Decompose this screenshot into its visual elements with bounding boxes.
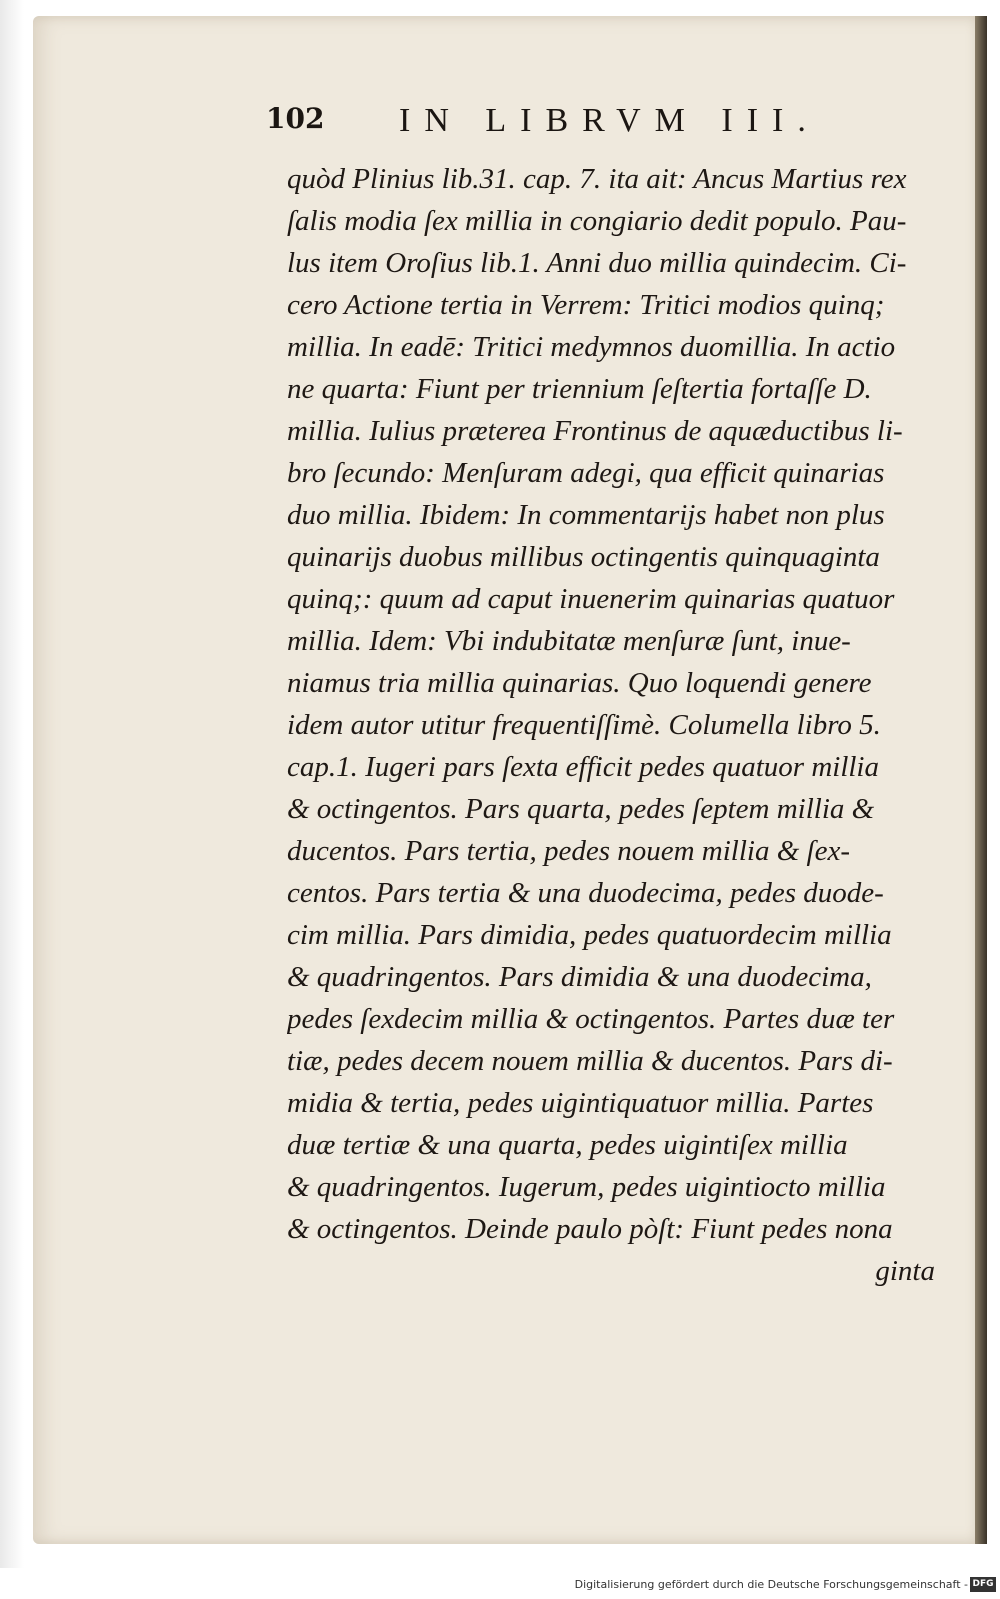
page-number: 102 — [266, 102, 325, 135]
text-line: quinarijs duobus millibus octingentis quinquaginta — [287, 541, 880, 573]
text-line: centos. Pars tertia & una duodecima, pedes duode- — [287, 877, 884, 909]
text-line: & quadringentos. Iugerum, pedes uigintiocto millia — [287, 1171, 886, 1203]
text-line: & quadringentos. Pars dimidia & una duodecima, — [287, 961, 872, 993]
gutter-shadow — [0, 0, 24, 1568]
text-line: midia & tertia, pedes uigintiquatuor millia. Partes — [287, 1087, 874, 1119]
text-line: lus item Oroſius lib.1. Anni duo millia quindecim. Ci- — [287, 247, 907, 279]
text-line: millia. Idem: Vbi indubitatæ menſuræ ſunt, inue- — [287, 625, 851, 657]
text-line: niamus tria millia quinarias. Quo loquendi genere — [287, 667, 872, 699]
text-line: ne quarta: Fiunt per triennium ſeſtertia fortaſſe D. — [287, 373, 872, 405]
text-line: & octingentos. Deinde paulo pòſt: Fiunt pedes nona — [287, 1213, 893, 1245]
page-edge — [975, 16, 987, 1544]
text-line: ſalis modia ſex millia in congiario dedit populo. Pau- — [287, 205, 907, 237]
text-line: cero Actione tertia in Verrem: Tritici modios quinq; — [287, 289, 885, 321]
text-line: tiæ, pedes decem nouem millia & ducentos. Pars di- — [287, 1045, 893, 1077]
catchword: ginta — [875, 1255, 935, 1287]
footer-bar — [0, 1576, 1000, 1599]
text-line: ducentos. Pars tertia, pedes nouem millia & ſex- — [287, 835, 850, 867]
text-line: millia. Iulius præterea Frontinus de aquæductibus li- — [287, 415, 903, 447]
text-line: cim millia. Pars dimidia, pedes quatuordecim millia — [287, 919, 892, 951]
text-line: quinq;: quum ad caput inuenerim quinarias quatuor — [287, 583, 895, 615]
page-header — [266, 102, 846, 146]
text-line: duæ tertiæ & una quarta, pedes uigintiſex millia — [287, 1129, 848, 1161]
text-line: pedes ſexdecim millia & octingentos. Partes duæ ter — [287, 1003, 895, 1035]
text-line: cap.1. Iugeri pars ſexta efficit pedes quatuor millia — [287, 751, 879, 783]
text-line: bro ſecundo: Menſuram adegi, qua efficit quinarias — [287, 457, 885, 489]
text-line: idem autor utitur frequentiſſimè. Columella libro 5. — [287, 709, 881, 741]
body-text — [287, 158, 935, 1292]
text-line: millia. In eadē: Tritici medymnos duomillia. In actio — [287, 331, 896, 363]
text-line: quòd Plinius lib.31. cap. 7. ita ait: Ancus Martius rex — [287, 163, 907, 195]
dfg-logo-icon: DFG — [970, 1577, 996, 1592]
text-line: duo millia. Ibidem: In commentarijs habet non plus — [287, 499, 885, 531]
text-line: & octingentos. Pars quarta, pedes ſeptem millia & — [287, 793, 875, 825]
footer-credit: Digitalisierung gefördert durch die Deutsche Forschungsgemeinschaft - — [574, 1578, 968, 1591]
running-head: IN LIBRVM III. — [399, 102, 820, 139]
